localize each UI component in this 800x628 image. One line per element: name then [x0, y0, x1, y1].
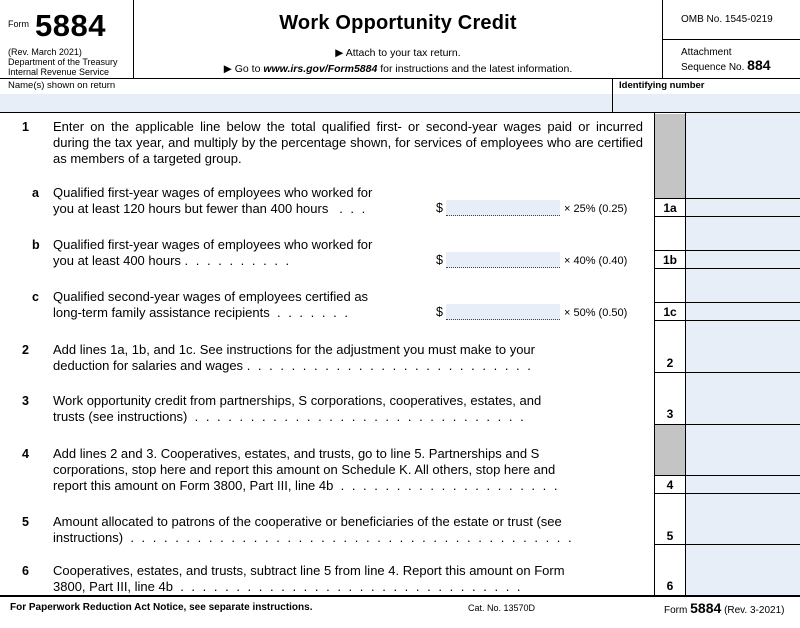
line-1c-letter: c	[32, 290, 39, 304]
rule	[654, 424, 800, 425]
line-1b-wages-input[interactable]	[446, 252, 560, 268]
identifying-number-cell	[612, 79, 800, 113]
footer-revision: (Rev. 3-2021)	[724, 605, 785, 616]
line-2-text-2	[53, 358, 533, 374]
line-5-number: 5	[22, 515, 29, 529]
goto-prefix: ▶ Go to	[223, 63, 264, 75]
title-block	[134, 0, 662, 79]
name-input[interactable]	[0, 94, 612, 112]
line-6-text-1: Cooperatives, estates, and trusts, subtract line 5 from line 4. Report this amount on Form	[53, 563, 565, 578]
line-1-text: Enter on the applicable line below the total qualified first- or second-year wages paid or incurred during the tax year, and multiply by the percentage shown, for services of employees who are certified as members of a targeted group.	[53, 119, 643, 166]
rule	[654, 268, 800, 269]
line-1-number: 1	[22, 120, 29, 134]
line-5-text-2-main: instructions)	[53, 530, 124, 545]
form-header	[0, 0, 800, 79]
footer-form-id	[664, 600, 784, 616]
sequence-row	[681, 59, 800, 74]
line-6-box-label: 6	[666, 579, 674, 593]
line-3-number: 3	[22, 394, 29, 408]
line-6-amount-input[interactable]	[687, 574, 800, 594]
line-1c-amount-input[interactable]	[687, 303, 800, 320]
identifying-number-input[interactable]	[613, 94, 800, 112]
department-line-1: Department of the Treasury	[8, 57, 118, 67]
form-title: Work Opportunity Credit	[279, 12, 517, 34]
line-2-text-1: Add lines 1a, 1b, and 1c. See instructions for the adjustment you must make to your	[53, 342, 535, 357]
line-4-text-3-main: report this amount on Form 3800, Part III, line 4b	[53, 478, 334, 493]
line-1b-letter: b	[32, 238, 40, 252]
line-1b-text-2-main: you at least 400 hours	[53, 253, 181, 268]
line-1a-letter: a	[32, 186, 39, 200]
rule	[654, 216, 800, 217]
line-1c-dollar: $	[436, 305, 443, 319]
form-word: Form	[8, 19, 29, 29]
identifying-number-label: Identifying number	[619, 80, 705, 91]
line-4-amount-input[interactable]	[687, 476, 800, 493]
omb-block	[662, 0, 800, 79]
leader-dots: . . . . . . . . . . . . . . . . . . . . . . . . . . . . . .	[194, 409, 526, 424]
leader-dots: . . .	[339, 201, 368, 216]
line-1b-dollar: $	[436, 253, 443, 267]
line-1c-percentage: × 50% (0.50)	[564, 307, 628, 319]
catalog-number: Cat. No. 13570D	[468, 603, 536, 613]
line-1a-dollar: $	[436, 201, 443, 215]
line-1a-percentage: × 25% (0.25)	[564, 203, 628, 215]
line-1a-text-2-main: you at least 120 hours but fewer than 400 hours	[53, 201, 329, 216]
line-2-box-label: 2	[666, 356, 674, 370]
line-6-text-2	[53, 579, 523, 595]
line-3-text-2-main: trusts (see instructions)	[53, 409, 188, 424]
department-line-2: Internal Revenue Service	[8, 67, 110, 77]
paperwork-notice: For Paperwork Reduction Act Notice, see separate instructions.	[10, 602, 313, 613]
sequence-label: Sequence No.	[681, 62, 745, 73]
line-1c-wages-input[interactable]	[446, 304, 560, 320]
line-2-amount-input[interactable]	[687, 352, 800, 372]
line-5-text-2	[53, 530, 574, 546]
footer-form-number: 5884	[690, 600, 722, 616]
shaded-cell-line-1	[655, 114, 685, 198]
line-1a-text-1: Qualified first-year wages of employees who worked for	[53, 185, 373, 200]
line-1b-text-2	[53, 253, 291, 269]
rule	[654, 372, 800, 373]
goto-suffix: for instructions and the latest information.	[377, 63, 573, 75]
line-4-box-label: 4	[666, 478, 674, 492]
line-3-amount-input[interactable]	[687, 404, 800, 424]
shaded-cell-line-4	[655, 425, 685, 475]
irs-link[interactable]: www.irs.gov/Form5884	[263, 63, 378, 75]
rule	[654, 493, 800, 494]
revision-date: (Rev. March 2021)	[8, 47, 82, 57]
line-4-text-3	[53, 478, 559, 494]
line-1b-text-1: Qualified first-year wages of employees who worked for	[53, 237, 373, 252]
line-4-number: 4	[22, 447, 29, 461]
form-id-block	[0, 0, 134, 79]
line-1b-amount-input[interactable]	[687, 251, 800, 268]
line-3-box-label: 3	[666, 407, 674, 421]
line-1c-text-1: Qualified second-year wages of employees certified as	[53, 289, 369, 304]
line-6-number: 6	[22, 564, 29, 578]
sequence-number: 884	[747, 57, 771, 73]
line-4-text-1: Add lines 2 and 3. Cooperatives, estates, and trusts, go to line 5. Partnerships and S	[53, 446, 540, 461]
line-4-text-2: corporations, stop here and report this amount on Schedule K. All others, stop here and	[53, 462, 556, 477]
line-1a-box-label: 1a	[663, 201, 677, 215]
line-2-number: 2	[22, 343, 29, 357]
line-1a-text-2	[53, 201, 367, 217]
line-1c-text-2	[53, 305, 350, 321]
line-1b-percentage: × 40% (0.40)	[564, 255, 628, 267]
line-3-text-2	[53, 409, 526, 425]
footer-form-word: Form	[664, 605, 688, 616]
leader-dots: . . . . . . . . . .	[184, 253, 292, 268]
line-5-box-label: 5	[666, 529, 674, 543]
name-label: Name(s) shown on return	[8, 80, 116, 91]
line-1c-box-label: 1c	[663, 305, 677, 319]
goto-instruction	[134, 63, 662, 75]
leader-dots: . . . . . . . . . . . . . . . . . . . . . . . . . . . . . . .	[180, 579, 523, 594]
rule	[654, 320, 800, 321]
omb-number: OMB No. 1545-0219	[663, 0, 800, 40]
line-1b-box-label: 1b	[662, 253, 677, 267]
line-1c-text-2-main: long-term family assistance recipients	[53, 305, 270, 320]
line-1a-amount-input[interactable]	[687, 199, 800, 216]
line-5-amount-input[interactable]	[687, 524, 800, 544]
names-row	[0, 79, 800, 113]
attachment-label: Attachment	[681, 47, 732, 58]
attachment-block	[663, 40, 800, 74]
form-footer	[0, 595, 800, 628]
attach-instruction: ▶ Attach to your tax return.	[335, 47, 461, 59]
line-6-text-2-main: 3800, Part III, line 4b	[53, 579, 173, 594]
line-3-text-1: Work opportunity credit from partnerships, S corporations, cooperatives, estates, and	[53, 393, 542, 408]
line-1a-wages-input[interactable]	[446, 200, 560, 216]
leader-dots: . . . . . . . . . . . . . . . . . . . . . . . . . .	[246, 358, 533, 373]
line-2-text-2-main: deduction for salaries and wages	[53, 358, 244, 373]
leader-dots: . . . . . . .	[276, 305, 350, 320]
leader-dots: . . . . . . . . . . . . . . . . . . . . . . . . . . . . . . . . . . . . . . . .	[130, 530, 574, 545]
leader-dots: . . . . . . . . . . . . . . . . . . . .	[340, 478, 560, 493]
line-5-text-1: Amount allocated to patrons of the cooperative or beneficiaries of the estate or trust (see	[53, 514, 562, 529]
form-number: 5884	[35, 8, 106, 43]
rule	[654, 544, 800, 545]
